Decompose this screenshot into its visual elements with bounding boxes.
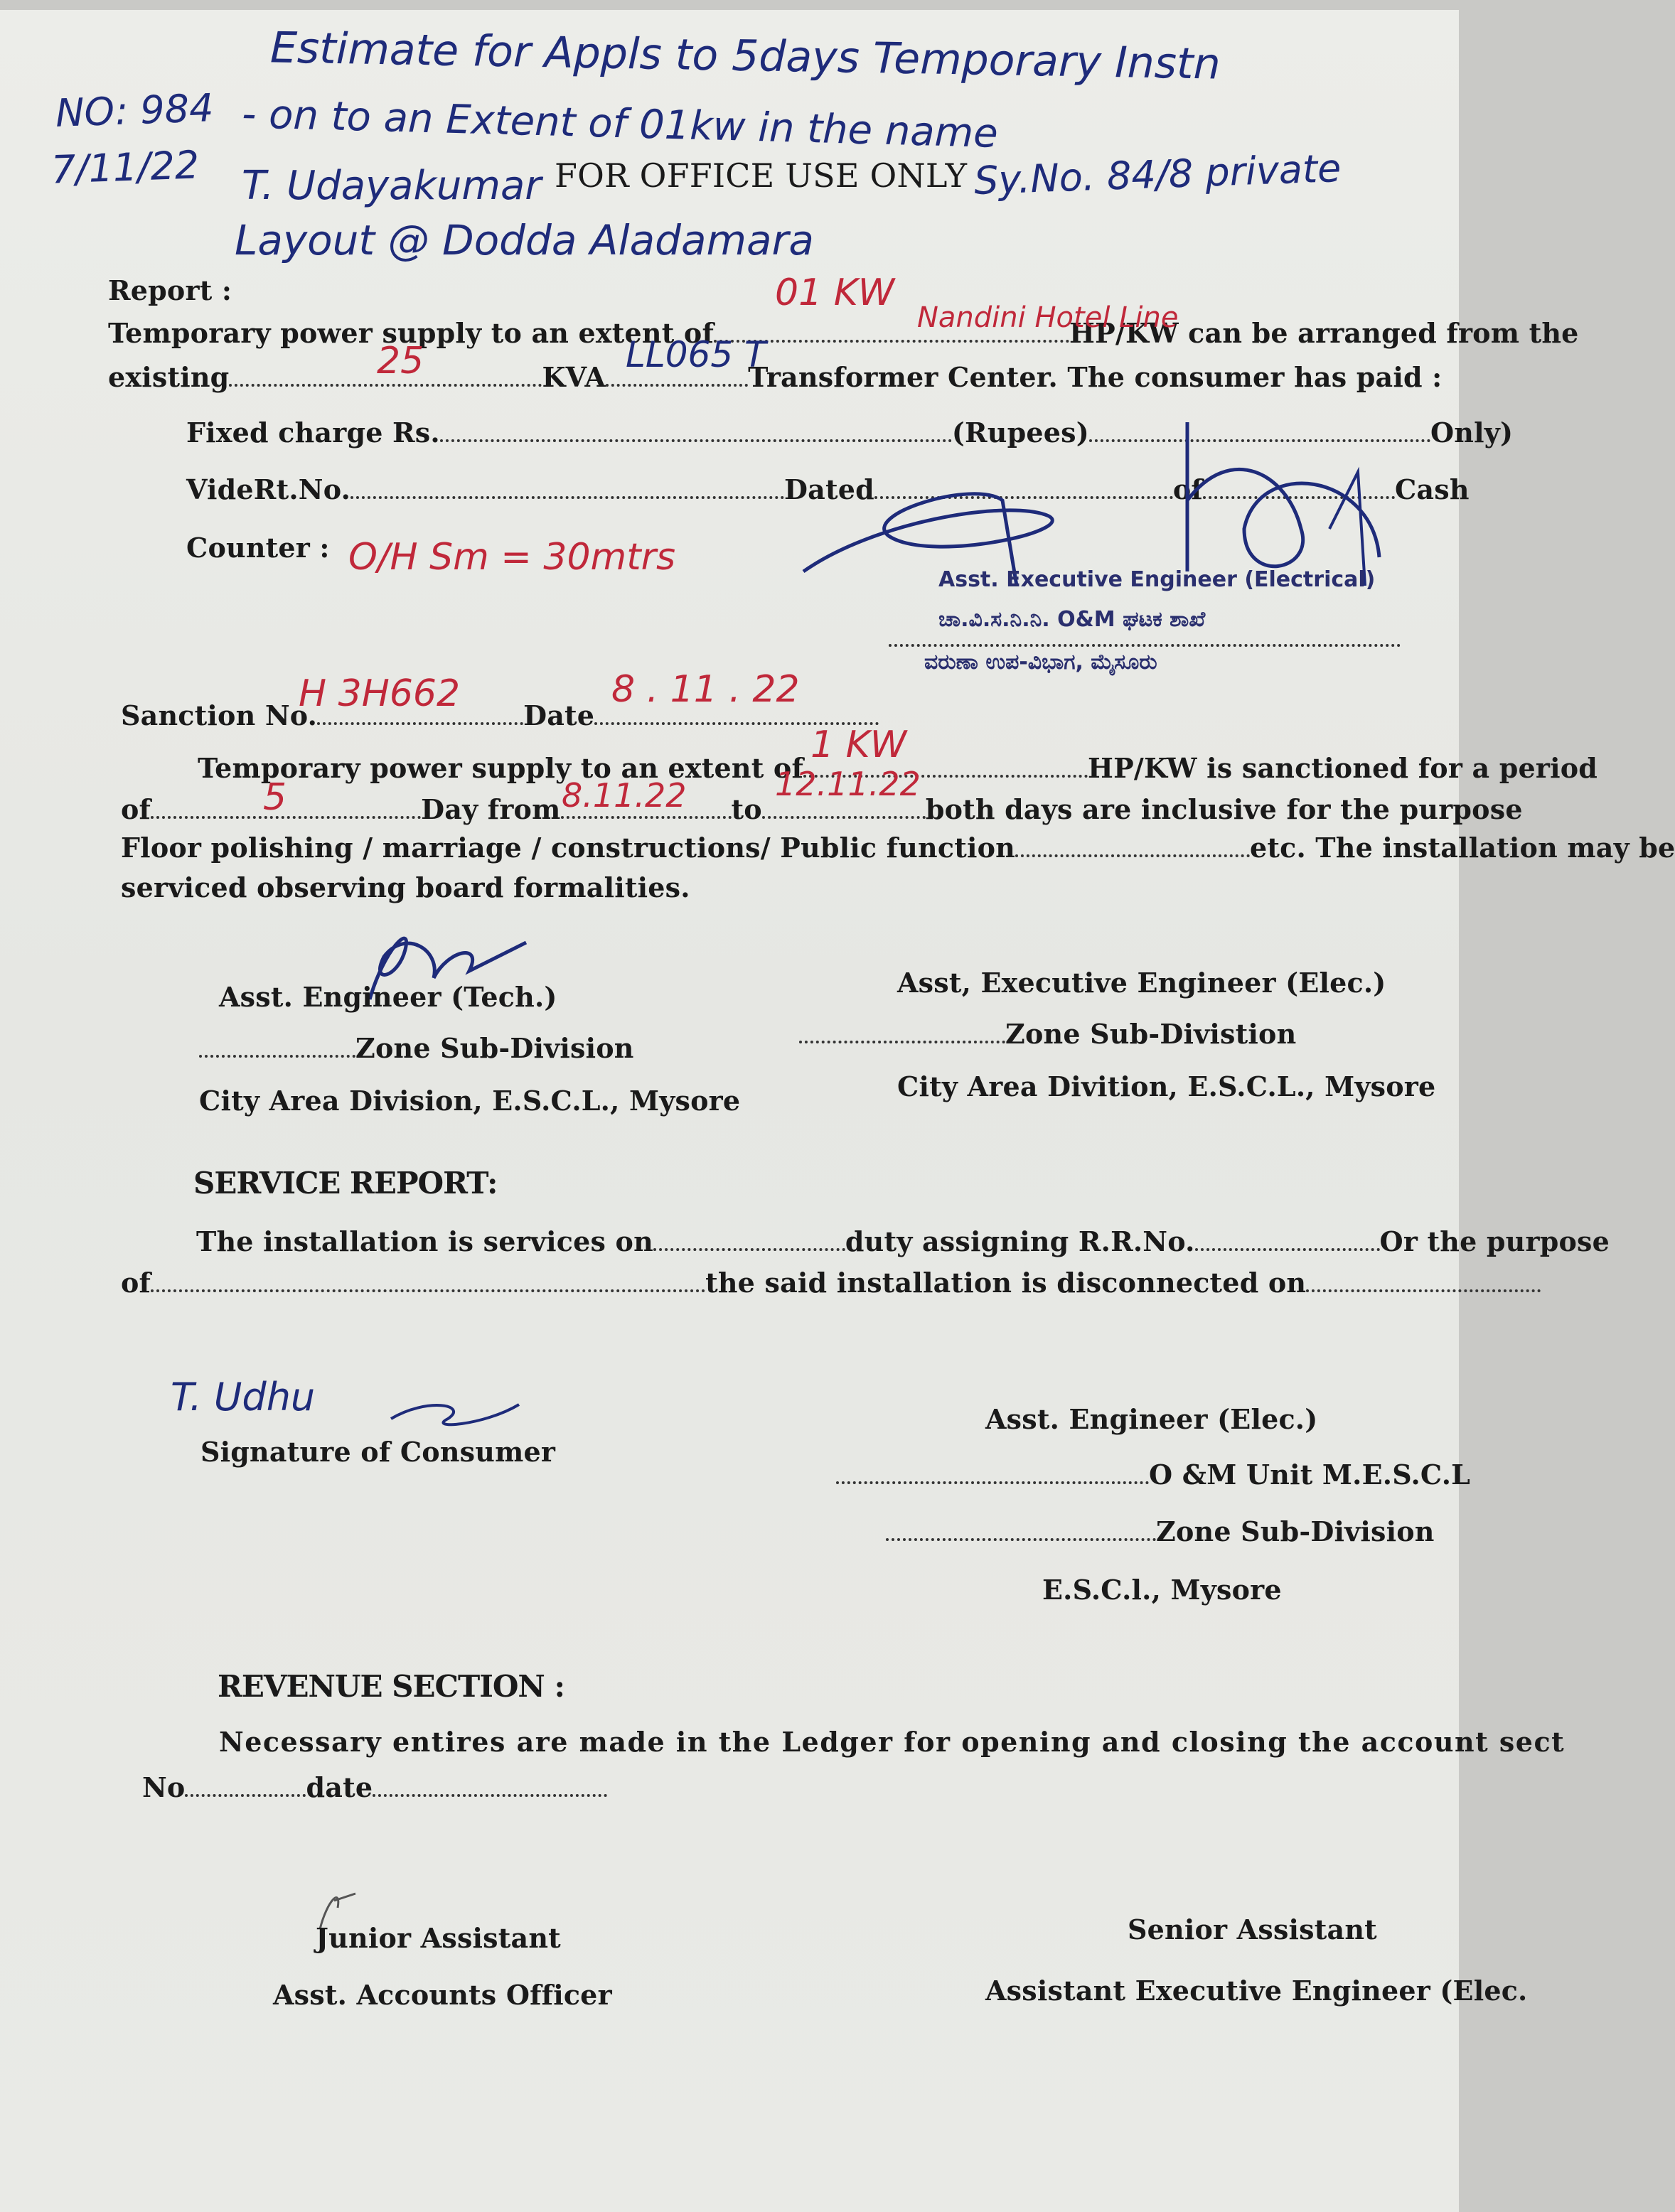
service-of-label: of: [121, 1267, 151, 1299]
junior-assistant-label: Junior Assistant: [316, 1922, 561, 1954]
asst-accounts-officer-label: Asst. Accounts Officer: [273, 1979, 612, 2011]
counter-label: Counter :: [186, 532, 330, 564]
heading-line-2: - on to an Extent of 01kw in the name: [241, 91, 999, 157]
city-area-divition-right: City Area Divition, E.S.C.L., Mysore: [897, 1070, 1436, 1102]
stamp-title: Asst. Executive Engineer (Electrical): [938, 567, 1376, 592]
zone-sub-division-right: [799, 1018, 1296, 1050]
counter-value: O/H Sm = 30mtrs: [348, 536, 676, 579]
period-of-label: of: [121, 793, 151, 825]
sanction-no-value: H 3H662: [299, 672, 461, 715]
both-days-label: both days are inclusive for the purpose: [925, 793, 1523, 825]
service-line-1: [196, 1225, 1610, 1257]
said-installation-label: the said installation is disconnected on: [705, 1267, 1307, 1299]
zone-sub-division-left: [199, 1032, 634, 1064]
city-area-division-left: City Area Division, E.S.C.L., Mysore: [199, 1085, 741, 1117]
no-label: No: [142, 1771, 186, 1803]
asst-engineer-elec-label: Asst. Engineer (Elec.): [985, 1403, 1318, 1435]
day-from-label: Day from: [421, 793, 561, 825]
necessary-entries-line: Necessary entires are made in the Ledger for opening and closing the account sect: [219, 1726, 1566, 1758]
stamp-line-3: ವರುಣಾ ಉಪ-ವಿಭಾಗ, ಮೈಸೂರು: [924, 650, 1157, 675]
fixed-charge-label: Fixed charge Rs.: [186, 417, 440, 449]
only-label: Only): [1430, 417, 1514, 449]
purpose-line: [121, 832, 1675, 864]
ref-date: 7/11/22: [50, 142, 200, 193]
ref-number: NO: 984: [54, 85, 215, 136]
report-annotation: Nandini Hotel Line: [917, 301, 1179, 334]
report-kw-value: 01 KW: [775, 272, 895, 314]
heading-line-3b: Sy.No. 84/8 private: [973, 146, 1342, 203]
heading-line-3: T. Udayakumar: [242, 163, 542, 209]
vide-rt-label: VideRt.No.: [186, 473, 351, 505]
escl-mysore-label: E.S.C.l., Mysore: [1042, 1574, 1282, 1606]
no-date-line: [142, 1771, 607, 1803]
period-days-value: 5: [263, 776, 287, 819]
sanction-kw-value: 1 KW: [810, 724, 907, 766]
to-label: to: [731, 793, 762, 825]
sanction-date-value: 8 . 11 . 22: [611, 668, 800, 711]
cash-label: Cash: [1394, 473, 1470, 505]
stamp-dotted-line: [889, 644, 1401, 647]
report-tc-value: LL065 T: [626, 334, 766, 375]
consumer-signature-flourish: [384, 1390, 526, 1433]
dated-label: Dated: [784, 473, 874, 505]
stamp-line-2: ಚಾ.ವಿ.ಸ.ನಿ.ನಿ. O&M ಘಟಕ ಶಾಖೆ: [938, 607, 1206, 632]
floor-polishing-label: Floor polishing / marriage / constructions/ Public function: [121, 832, 1015, 864]
senior-assistant-label: Senior Assistant: [1128, 1913, 1377, 1945]
installation-services-label: The installation is services on: [196, 1225, 653, 1257]
sanction-no-label: Sanction No.: [121, 699, 318, 731]
zone-sub-division-3: [886, 1515, 1435, 1547]
report-label: Report :: [108, 274, 232, 306]
of-label: of: [1172, 473, 1203, 505]
asst-exec-engineer-label-2: Assistant Executive Engineer (Elec.: [985, 1975, 1528, 2007]
zone-sub-divistion-label: Zone Sub-Divistion: [1005, 1018, 1297, 1050]
report-line-2: [108, 361, 1442, 393]
sanction-date-label: Date: [523, 699, 595, 731]
transformer-center-label: Transformer Center. The consumer has paid :: [748, 361, 1443, 393]
asst-engineer-tech-label: Asst. Engineer (Tech.): [219, 981, 557, 1013]
day-from-value: 8.11.22: [562, 776, 687, 815]
or-the-purpose-label: Or the purpose: [1379, 1225, 1610, 1257]
temp-supply-label-2: Temporary power supply to an extent of: [198, 752, 804, 784]
report-line-1: [108, 317, 1579, 349]
asst-exec-engineer-label: Asst, Executive Engineer (Elec.): [897, 967, 1386, 999]
heading-line-4: Layout @ Dodda Aladamara: [235, 216, 814, 264]
service-line-2: [121, 1267, 1541, 1299]
day-to-value: 12.11.22: [775, 765, 921, 803]
zone-sub-division-label-3: Zone Sub-Division: [1156, 1515, 1435, 1547]
zone-sub-division-label: Zone Sub-Division: [355, 1032, 634, 1064]
signature-consumer-label: Signature of Consumer: [200, 1436, 556, 1468]
date-label-2: date: [306, 1771, 373, 1803]
serviced-observing: serviced observing board formalities.: [121, 871, 690, 903]
duty-assigning-label: duty assigning R.R.No.: [845, 1225, 1195, 1257]
existing-label: existing: [108, 361, 230, 393]
consumer-signature: T. Udhu: [171, 1375, 316, 1419]
rupees-label: (Rupees): [951, 417, 1089, 449]
etc-installation-label: etc. The installation may be: [1249, 832, 1675, 864]
hp-sanctioned-label: HP/KW is sanctioned for a period: [1088, 752, 1598, 784]
kva-label: KVA: [542, 361, 606, 393]
heading-line-1: Estimate for Appls to 5days Temporary Instn: [269, 23, 1221, 90]
office-use-label: FOR OFFICE USE ONLY: [555, 156, 968, 195]
temp-supply-label: Temporary power supply to an extent of: [108, 317, 715, 349]
hp-can-arranged-label: HP/KW can be arranged from the: [1069, 317, 1579, 349]
om-unit-label: O &M Unit M.E.S.C.L: [1149, 1459, 1471, 1491]
om-unit-line: [836, 1459, 1470, 1491]
report-kva-value: 25: [377, 340, 424, 382]
service-report-heading: SERVICE REPORT:: [193, 1166, 498, 1201]
document-page: [0, 10, 1675, 2212]
revenue-section-heading: REVENUE SECTION :: [218, 1669, 564, 1704]
